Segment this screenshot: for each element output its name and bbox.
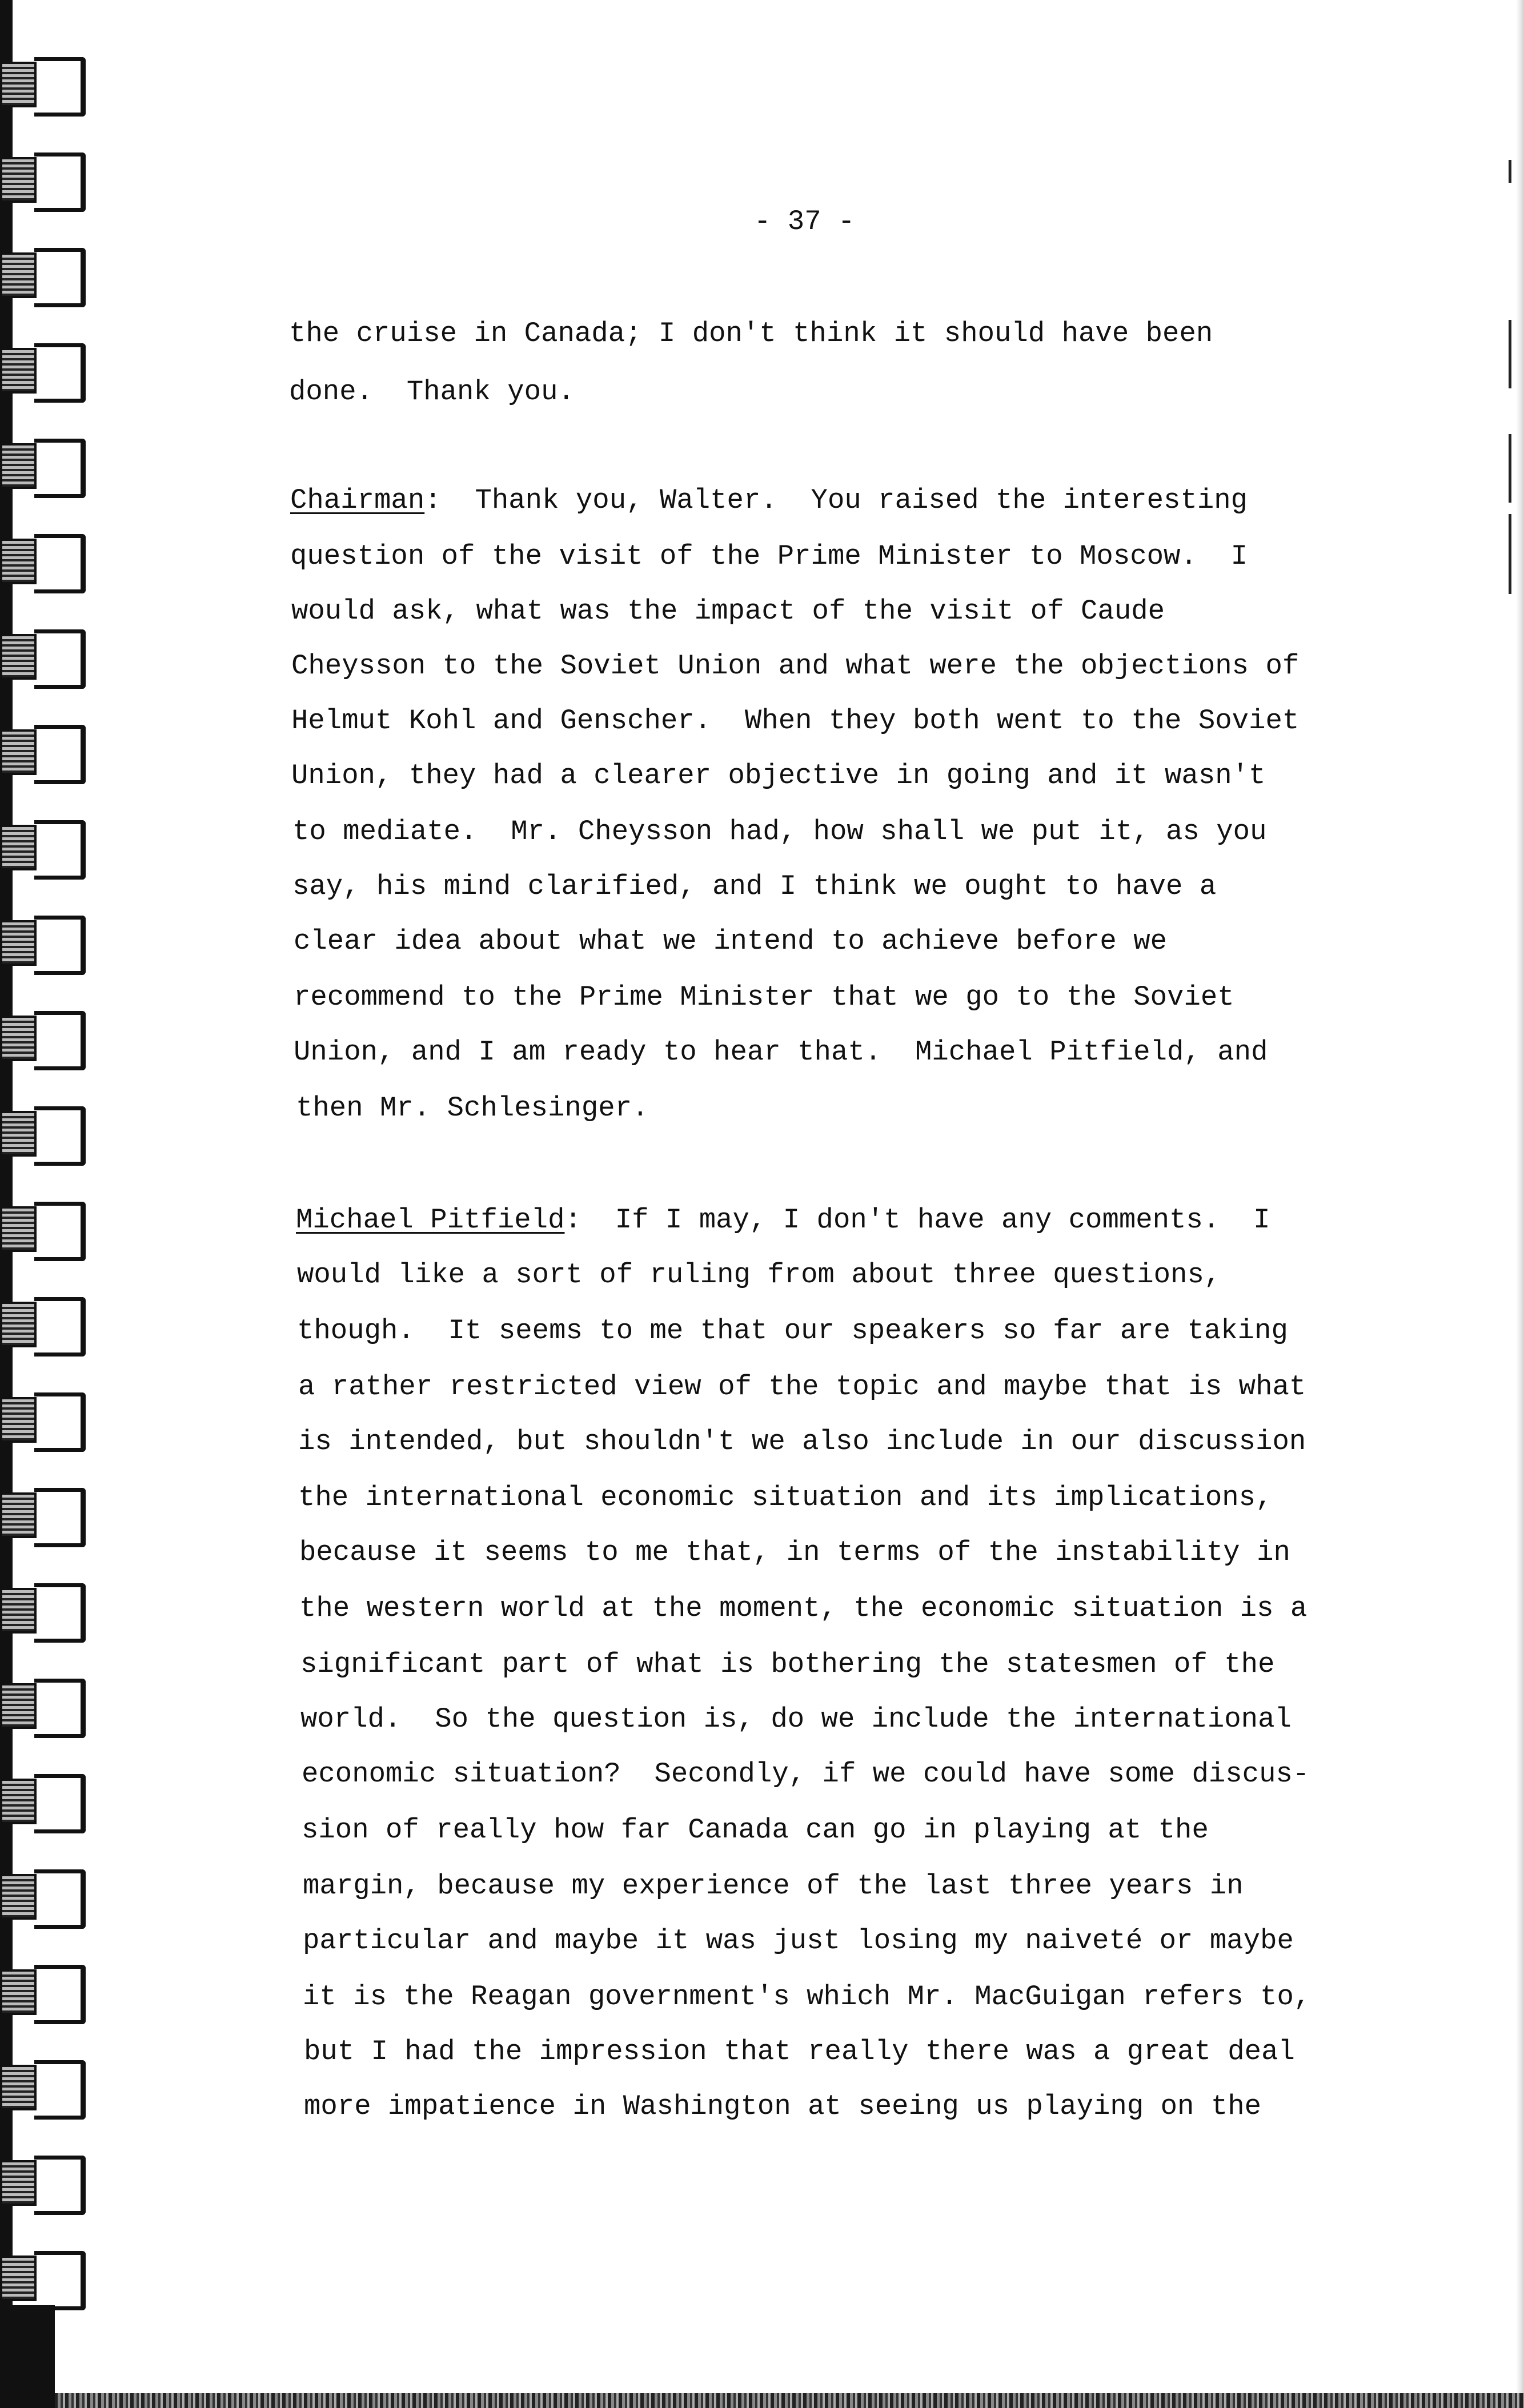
binding-tab bbox=[0, 348, 37, 394]
text-line: clear idea about what we intend to achieve before we bbox=[294, 925, 1168, 957]
binding-ring bbox=[0, 152, 97, 216]
binding-tab bbox=[0, 1779, 37, 1824]
binding-hook bbox=[34, 1297, 86, 1356]
text-line: would ask, what was the impact of the visit of Caude bbox=[291, 595, 1165, 627]
binding-ring bbox=[0, 534, 97, 598]
page-number: - 37 - bbox=[754, 206, 855, 238]
text-line: done. Thank you. bbox=[289, 376, 575, 408]
text-line: margin, because my experience of the last three years in bbox=[303, 1870, 1244, 1902]
binding-corner bbox=[0, 2305, 55, 2408]
binding-ring bbox=[0, 1774, 97, 1838]
binding-ring bbox=[0, 248, 97, 312]
binding-tab bbox=[0, 1492, 37, 1538]
binding-hook bbox=[34, 916, 86, 975]
binding-tab bbox=[0, 634, 37, 680]
binding-tab bbox=[0, 1588, 37, 1634]
binding-ring bbox=[0, 1679, 97, 1743]
binding-hook bbox=[34, 1392, 86, 1452]
text-line bbox=[290, 484, 1248, 516]
binding-ring bbox=[0, 1392, 97, 1456]
binding-ring bbox=[0, 1583, 97, 1647]
text-line: significant part of what is bothering the statesmen of the bbox=[300, 1648, 1275, 1680]
text-line: is intended, but shouldn't we also include in our discussion bbox=[298, 1426, 1306, 1458]
text-line bbox=[296, 1206, 1270, 1234]
binding-tab bbox=[0, 1683, 37, 1729]
binding-tab bbox=[0, 1302, 37, 1347]
binding-hook bbox=[34, 2251, 86, 2310]
binding-tab bbox=[0, 1111, 37, 1157]
binding-ring bbox=[0, 2156, 97, 2220]
text-span: Thank you, Walter. You raised the interesting bbox=[441, 484, 1248, 516]
binding-hook bbox=[34, 1583, 86, 1643]
binding-ring bbox=[0, 343, 97, 407]
binding-tab bbox=[0, 443, 37, 489]
binding-ring bbox=[0, 820, 97, 884]
edge-mark bbox=[1509, 320, 1511, 388]
binding-tab bbox=[0, 920, 37, 966]
binding-tab bbox=[0, 1397, 37, 1443]
binding-ring bbox=[0, 725, 97, 789]
text-line: Union, and I am ready to hear that. Michael Pitfield, and bbox=[294, 1036, 1268, 1068]
text-line: particular and maybe it was just losing my naiveté or maybe bbox=[303, 1925, 1294, 1957]
edge-mark bbox=[1509, 514, 1511, 594]
binding-hook bbox=[34, 1202, 86, 1261]
binding-ring bbox=[0, 1297, 97, 1361]
binding-hook bbox=[34, 2060, 86, 2120]
page-right-edge bbox=[1516, 0, 1524, 2408]
text-line: would like a sort of ruling from about three questions, bbox=[297, 1259, 1221, 1291]
text-line: a rather restricted view of the topic and maybe that is what bbox=[298, 1371, 1306, 1403]
binding-ring bbox=[0, 1488, 97, 1552]
binding-ring bbox=[0, 1869, 97, 1933]
page-bottom-edge bbox=[0, 2393, 1524, 2408]
binding-hook bbox=[34, 1774, 86, 1833]
text-line: sion of really how far Canada can go in playing at the bbox=[302, 1814, 1209, 1846]
binding-hook bbox=[34, 152, 86, 212]
text-line: the cruise in Canada; I don't think it should have been bbox=[289, 318, 1213, 350]
binding-ring bbox=[0, 1011, 97, 1075]
text-line: say, his mind clarified, and I think we ought to have a bbox=[292, 870, 1217, 902]
binding-hook bbox=[34, 629, 86, 689]
text-line: more impatience in Washington at seeing us playing on the bbox=[304, 2090, 1262, 2122]
binding-hook bbox=[34, 1488, 86, 1547]
binding-hook bbox=[34, 57, 86, 117]
binding-ring bbox=[0, 1106, 97, 1170]
text-line: the international economic situation and its implications, bbox=[298, 1482, 1273, 1514]
binding-ring bbox=[0, 629, 97, 693]
text-line: but I had the impression that really there was a great deal bbox=[304, 2036, 1295, 2068]
binding-tab bbox=[0, 1016, 37, 1061]
binding-hook bbox=[34, 1679, 86, 1738]
edge-mark bbox=[1509, 434, 1511, 503]
binding-hook bbox=[34, 1869, 86, 1929]
text-line: economic situation? Secondly, if we could have some discus- bbox=[302, 1758, 1310, 1790]
binding-hook bbox=[34, 1011, 86, 1070]
binding-tab bbox=[0, 2065, 37, 2110]
text-line: it is the Reagan government's which Mr. MacGuigan refers to, bbox=[303, 1981, 1311, 2013]
binding-tab bbox=[0, 729, 37, 775]
text-line: the western world at the moment, the economic situation is a bbox=[299, 1592, 1308, 1624]
binding-tab bbox=[0, 539, 37, 584]
text-line: Helmut Kohl and Genscher. When they both went to the Soviet bbox=[291, 705, 1300, 737]
text-line: Cheysson to the Soviet Union and what were the objections of bbox=[291, 650, 1300, 682]
text-span: If I may, I don't have any comments. I bbox=[581, 1204, 1270, 1236]
binding-ring bbox=[0, 916, 97, 980]
binding-tab bbox=[0, 1969, 37, 2015]
binding-hook bbox=[34, 248, 86, 307]
binding-tab bbox=[0, 825, 37, 870]
binding-tab bbox=[0, 1206, 37, 1252]
binding-ring bbox=[0, 2060, 97, 2124]
binding-hook bbox=[34, 820, 86, 880]
binding-tab bbox=[0, 1874, 37, 1920]
binding-hook bbox=[34, 1106, 86, 1166]
speaker-colon: : bbox=[564, 1204, 581, 1236]
binding-hook bbox=[34, 725, 86, 784]
text-line: because it seems to me that, in terms of the instability in bbox=[299, 1536, 1290, 1568]
text-line: Union, they had a clearer objective in going and it wasn't bbox=[291, 760, 1266, 792]
binding-tab bbox=[0, 157, 37, 203]
binding-ring bbox=[0, 439, 97, 503]
binding-hook bbox=[34, 1965, 86, 2024]
binding-tab bbox=[0, 62, 37, 107]
binding-tab bbox=[0, 2256, 37, 2301]
binding-hook bbox=[34, 343, 86, 403]
binding-ring bbox=[0, 1965, 97, 2029]
binding-ring bbox=[0, 57, 97, 121]
speaker-name: Michael Pitfield bbox=[296, 1204, 565, 1236]
text-line: world. So the question is, do we include the international bbox=[300, 1703, 1292, 1735]
binding-hook bbox=[34, 2156, 86, 2215]
speaker-name: Chairman bbox=[290, 484, 425, 516]
edge-mark bbox=[1509, 160, 1511, 183]
spiral-binding bbox=[0, 0, 103, 2408]
text-line: though. It seems to me that our speakers so far are taking bbox=[297, 1315, 1288, 1347]
binding-hook bbox=[34, 534, 86, 593]
text-line: recommend to the Prime Minister that we go to the Soviet bbox=[294, 981, 1234, 1013]
binding-tab bbox=[0, 252, 37, 298]
binding-tab bbox=[0, 2160, 37, 2206]
text-line: to mediate. Mr. Cheysson had, how shall we put it, as you bbox=[292, 816, 1267, 848]
binding-ring bbox=[0, 1202, 97, 1266]
text-line: question of the visit of the Prime Minister to Moscow. I bbox=[290, 540, 1248, 572]
binding-hook bbox=[34, 439, 86, 498]
speaker-colon: : bbox=[424, 484, 442, 516]
text-line: then Mr. Schlesinger. bbox=[296, 1092, 649, 1124]
